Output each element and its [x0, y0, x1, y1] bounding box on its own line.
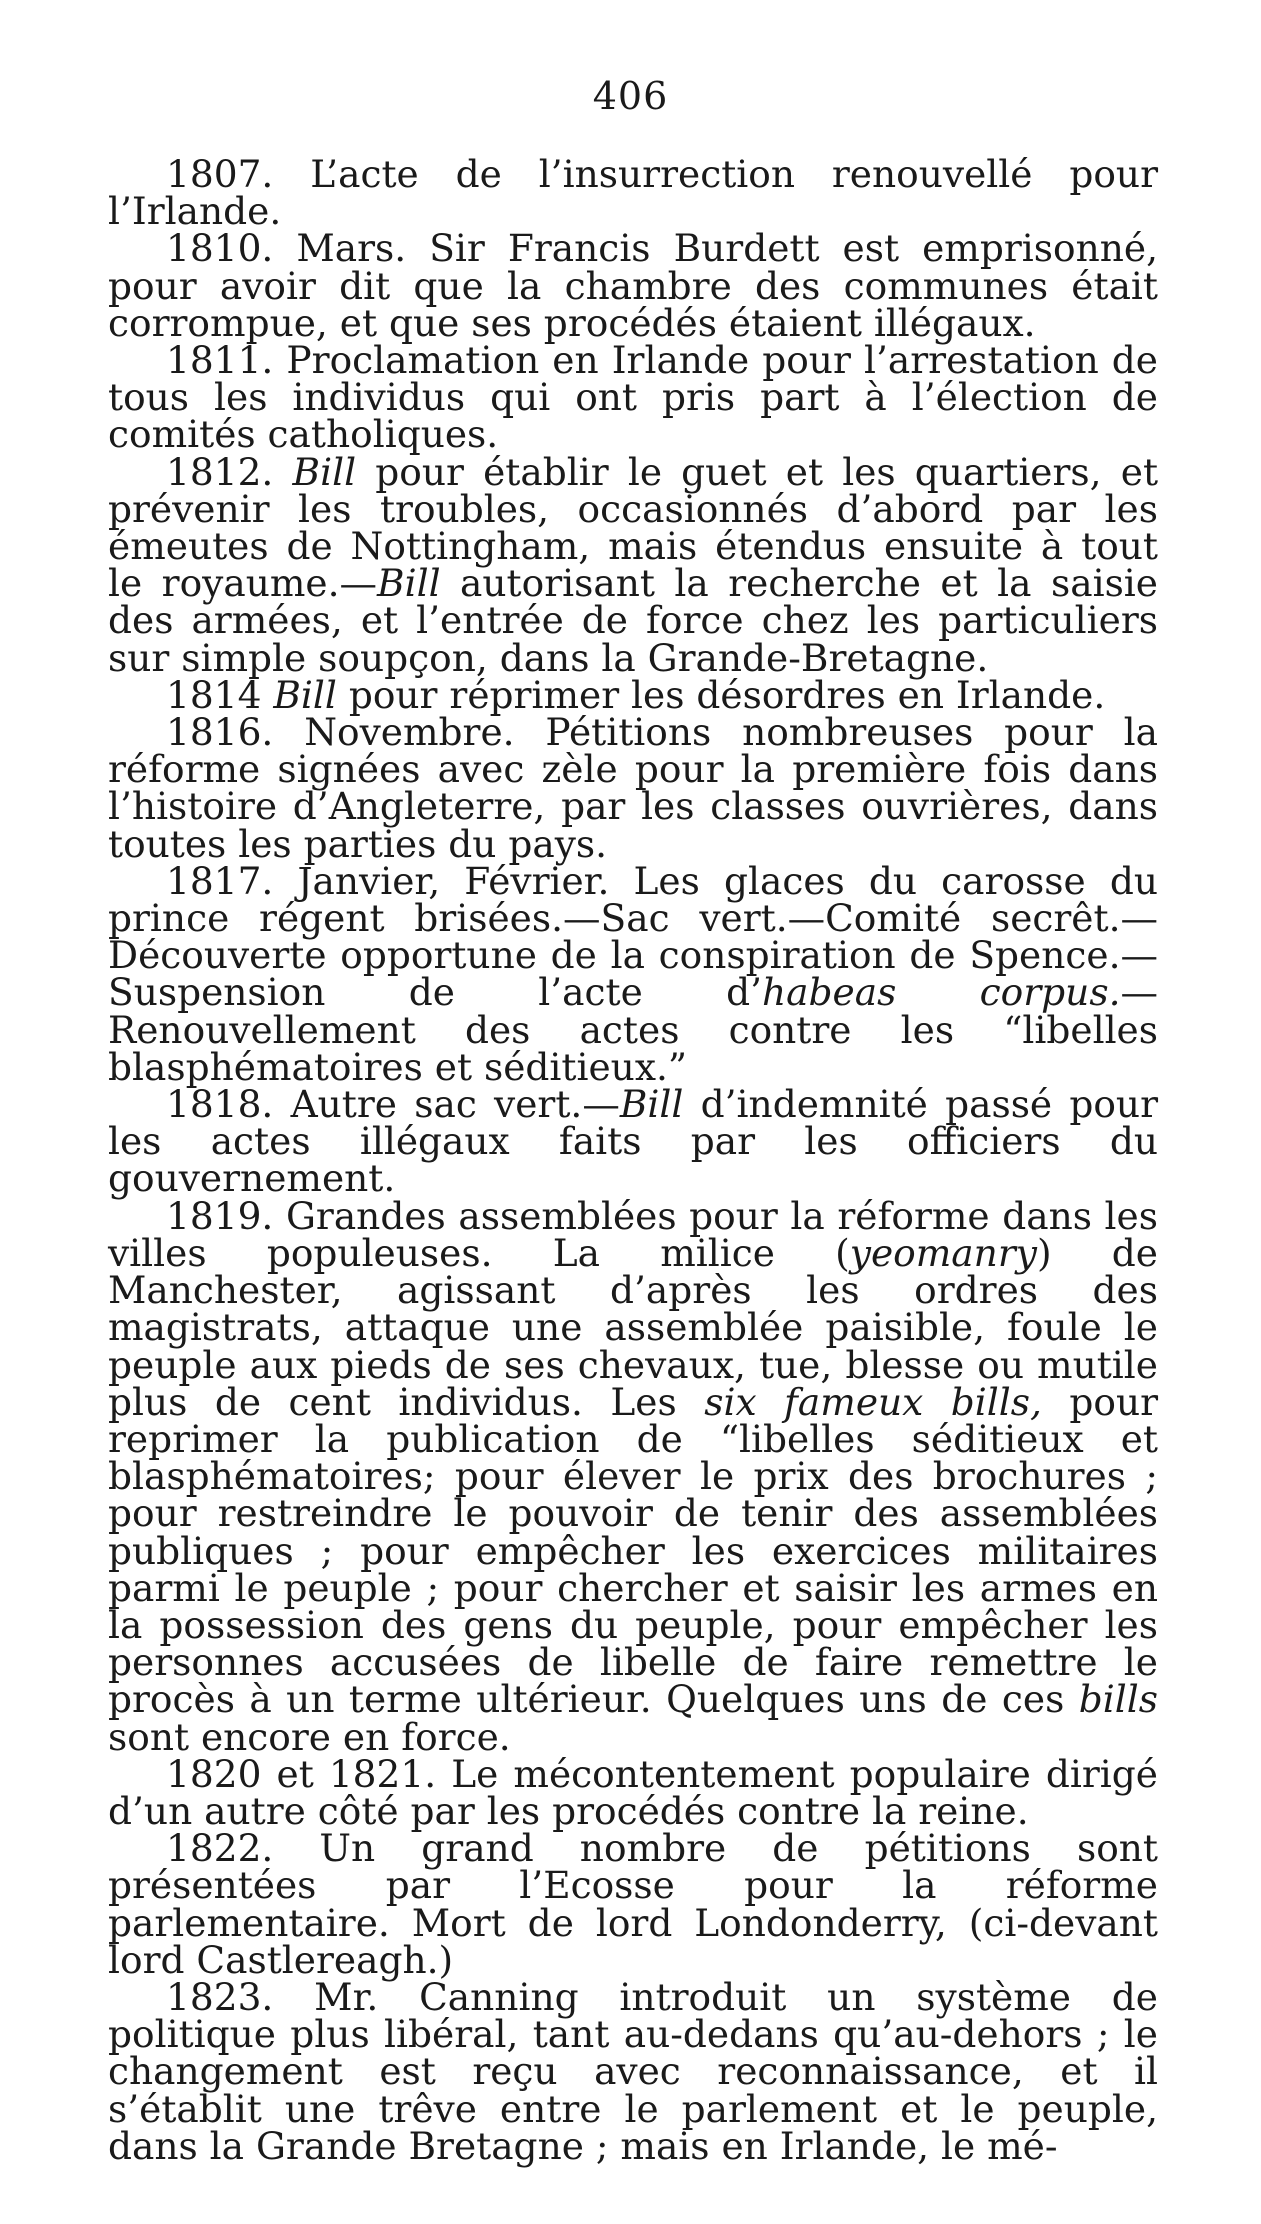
entry-1814-part: pour réprimer les désordres en Irlande. — [348, 672, 1106, 717]
habeas-corpus-term: habeas corpus. — [762, 970, 1121, 1015]
entry-1812-part: autorisant la recherche et la saisie des armées, et l’entrée de force chez les particuliers sur simple soupçon, dans la Grande-Bretagne. — [108, 561, 1158, 680]
entry-1810: 1810. Mars. Sir Francis Burdett est emprisonné, pour avoir dit que la chambre des communes était corrompue, et que ses procédés étaient illégaux. — [108, 226, 1158, 345]
entry-1812 — [108, 449, 1159, 680]
entry-1812-part: 1812. — [166, 449, 274, 494]
entry-1811: 1811. Proclamation en Irlande pour l’arrestation de tous les individus qui ont pris part à l’élection de comités catholiques. — [108, 338, 1158, 457]
entry-1814 — [108, 672, 1158, 717]
entry-1817 — [108, 858, 1158, 1089]
chronology-text — [108, 152, 1159, 2168]
entry-1822: 1822. Un grand nombre de pétitions sont présentées par l’Ecosse pour la réforme parlementaire. Mort de lord Londonderry, (ci-devant lord Castlereagh.) — [108, 1826, 1158, 1982]
entry-1818-part: d’indemnité passé pour les actes illégaux faits par les officiers du gouvernement. — [108, 1082, 1159, 1201]
bill-term: Bill — [292, 449, 357, 494]
entry-1818-part: 1818. Autre sac vert.— — [166, 1082, 620, 1127]
entry-1819-part: pour reprimer la publication de “libelles séditieux et blasphématoires; pour élever le prix des brochures ; pour restreindre le pouvoir de tenir des assemblées publiques ; pour empêcher les exercices militaires parmi le peuple ; pour chercher et saisir les armes en la possession des gens du peuple, pour empêcher les personnes accusées de libelle de faire remettre le procès à un terme ultérieur. Quelques uns de ces — [108, 1379, 1159, 1722]
bill-term: Bill — [377, 561, 441, 606]
entry-1816: 1816. Novembre. Pétitions nombreuses pour la réforme signées avec zèle pour la première fois dans l’histoire d’Angleterre, par les classes ouvrières, dans toutes les parties du pays. — [108, 710, 1158, 866]
entry-1820: 1820 et 1821. Le mécontentement populaire dirigé d’un autre côté par les procédés contre la reine. — [108, 1751, 1158, 1833]
bill-term: Bill — [273, 672, 337, 717]
page-number: 406 — [592, 74, 669, 118]
yeomanry-term: yeomanry — [849, 1230, 1037, 1275]
entry-1814-part: 1814 — [166, 672, 262, 717]
entry-1812-part: pour établir le guet et les quartiers, et prévenir les troubles, occasionnés d’abord par les émeutes de Nottingham, mais étendus ensuite à tout le royaume.— — [108, 449, 1159, 606]
entry-1807: 1807. L’acte de l’insurrection renouvellé pour l’Irlande. — [108, 152, 1158, 234]
entry-1819-part: ) de Manchester, agissant d’après les ordres des magistrats, attaque une assemblée paisible, foule le peuple aux pieds de ses chevaux, tue, blesse ou mutile plus de cent individus. Les — [108, 1230, 1158, 1424]
bill-term: Bill — [619, 1082, 684, 1127]
entry-1818 — [108, 1082, 1159, 1201]
entry-1817-part: —Renouvellement des actes contre les “libelles blasphématoires et séditieux.” — [108, 970, 1158, 1089]
entry-1819-part: sont encore en force. — [108, 1714, 511, 1759]
entry-1819-part: 1819. Grandes assemblées pour la réforme dans les villes populeuses. La milice ( — [108, 1193, 1158, 1275]
six-bills-term: six fameux bills, — [704, 1379, 1042, 1424]
entry-1819 — [108, 1193, 1159, 1759]
entry-1817-part: 1817. Janvier, Février. Les glaces du carosse du prince régent brisées.—Sac vert.—Comité secrêt.—Découverte opportune de la conspiration de Spence.—Suspension de l’acte d’ — [108, 858, 1158, 1015]
bills-term: bills — [1078, 1677, 1159, 1722]
entry-1823: 1823. Mr. Canning introduit un système de politique plus libéral, tant au-dedans qu’au-dehors ; le changement est reçu avec reconnaissance, et il s’établit une trêve entre le parlement et le peuple, dans la Grande Bretagne ; mais en Irlande, le mé- — [108, 1974, 1158, 2168]
